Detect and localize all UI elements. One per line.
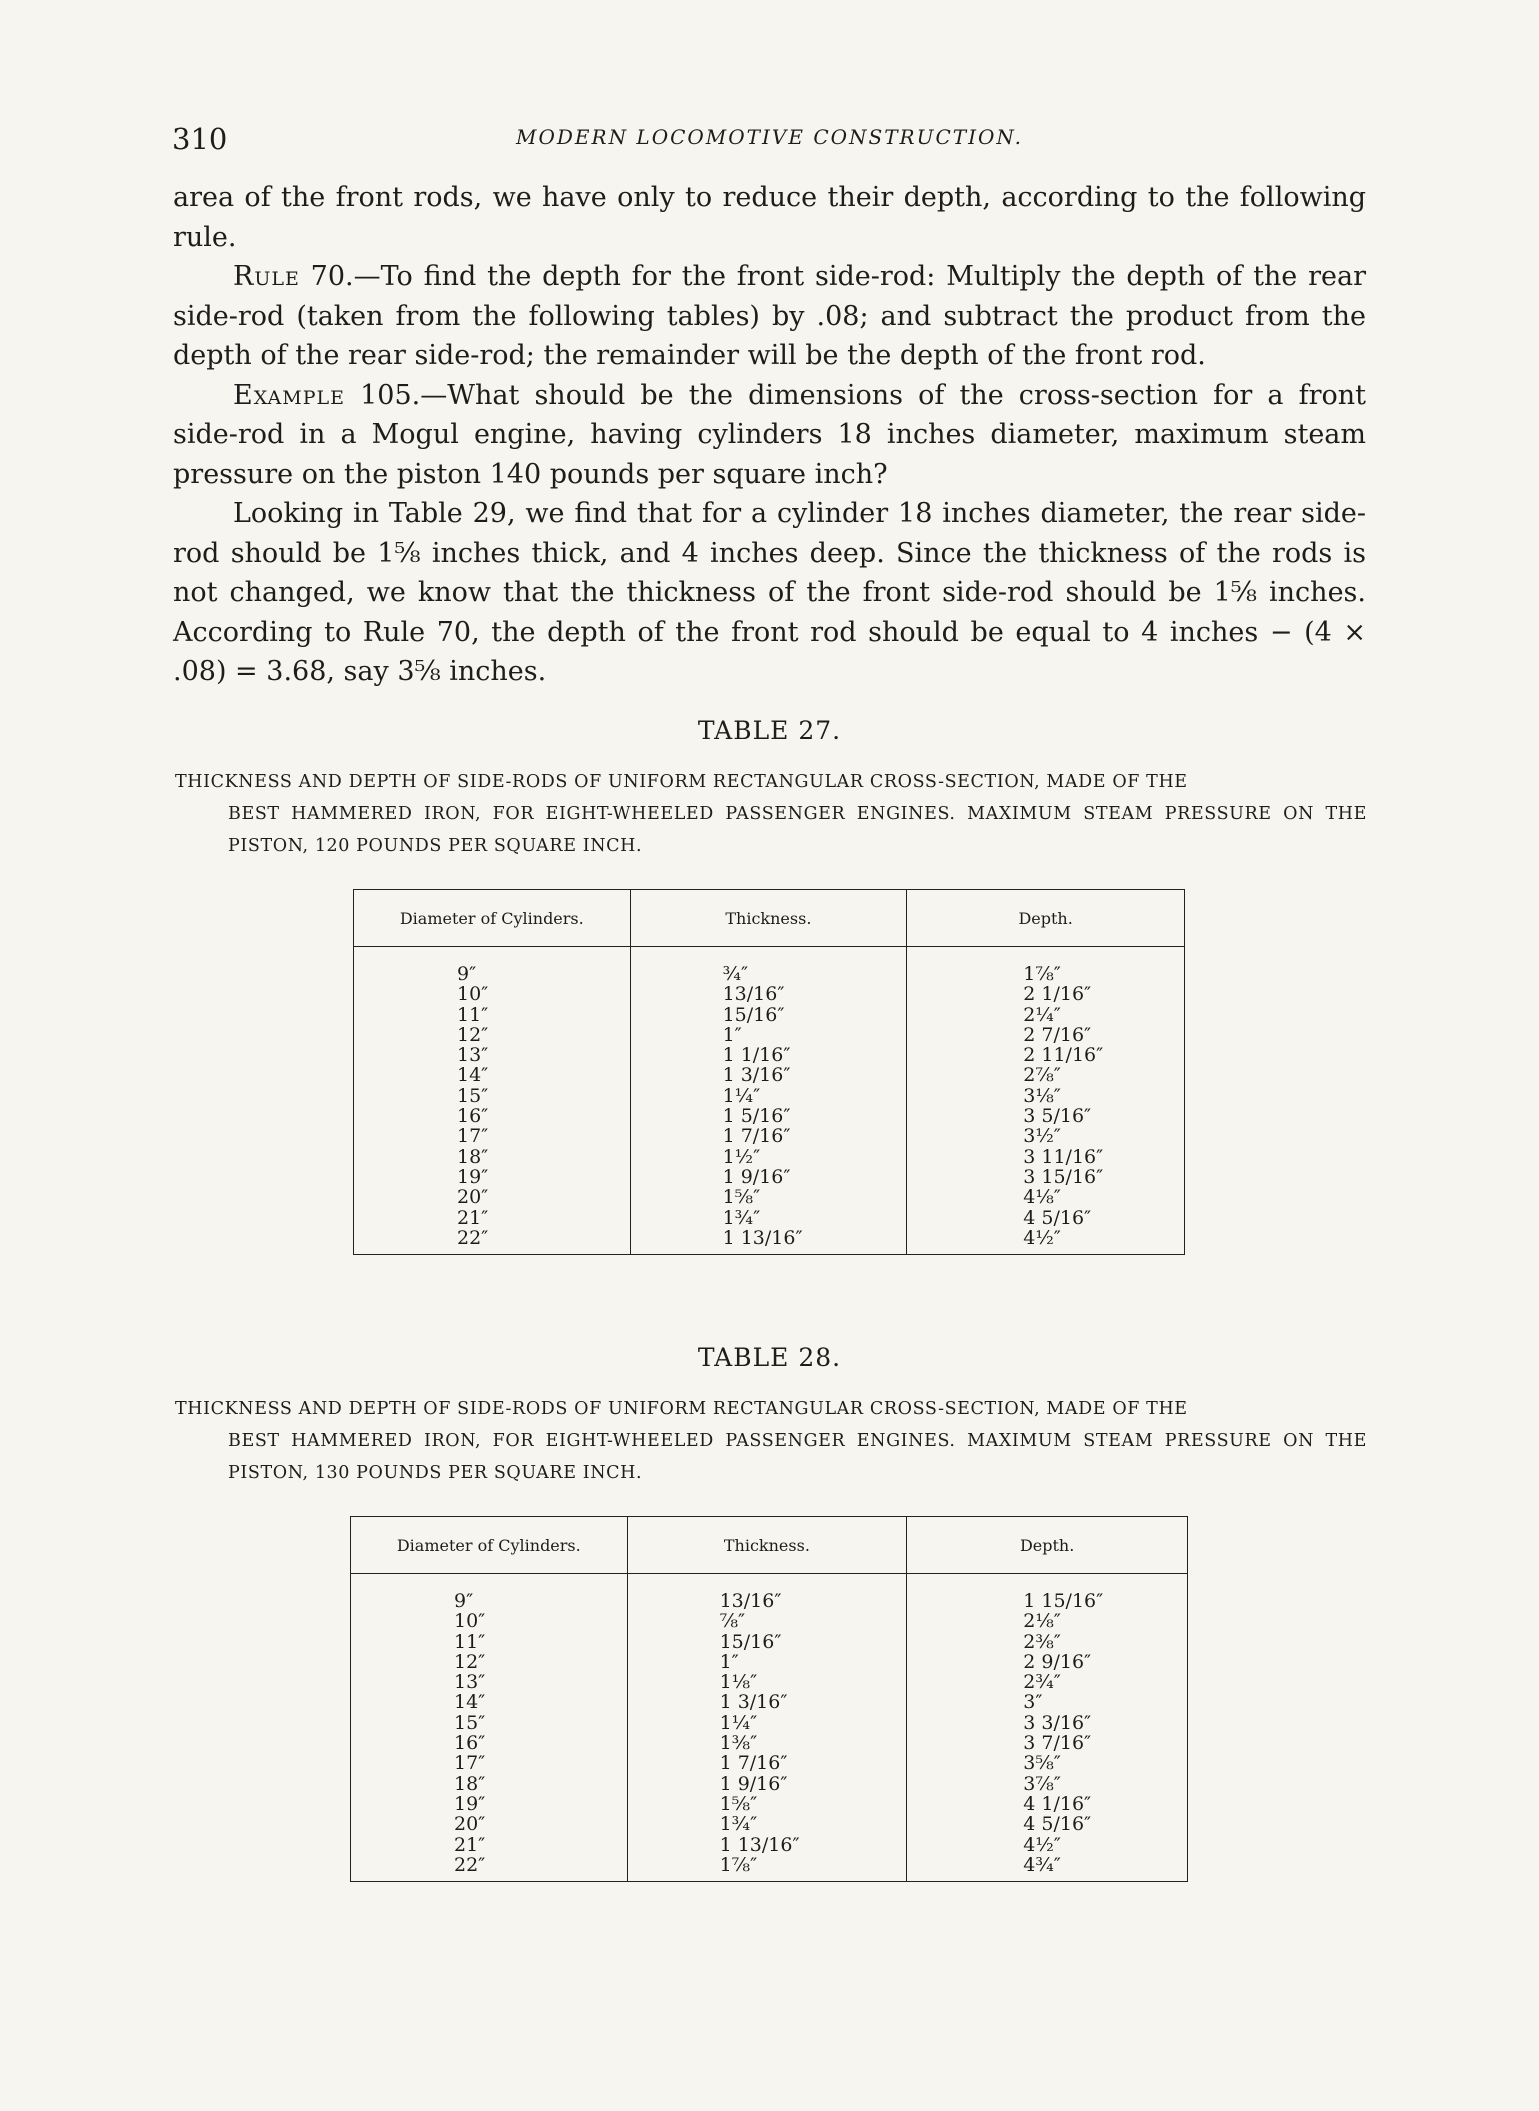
table-28 xyxy=(350,1516,1188,1882)
table-28-title: TABLE 28. xyxy=(697,1343,842,1372)
table-cell: 2⅛″ xyxy=(1023,1610,1061,1633)
table-cell: 12″ xyxy=(457,1023,489,1046)
table-cell: 12″ xyxy=(454,1650,486,1673)
table-cell: 1½″ xyxy=(722,1145,761,1168)
example-text: 105.—What should be the dimensions of the cross-section for a front side-rod in a Mogul engine, having cylinders 18 inches diameter, maximum steam pressure on the piston 140 pounds per square inch? xyxy=(173,379,1366,490)
table-cell: 1″ xyxy=(719,1650,739,1673)
table-cell: 15/16″ xyxy=(719,1630,782,1653)
table-28-diameter-column xyxy=(351,1574,627,1881)
table-cell: 22″ xyxy=(454,1853,486,1876)
table-cell: 13″ xyxy=(454,1671,486,1694)
table-cell: 1″ xyxy=(722,1023,742,1046)
table-cell: 2⅞″ xyxy=(1023,1064,1061,1087)
running-title: MODERN LOCOMOTIVE CONSTRUCTION. xyxy=(516,125,1023,149)
table-cell: 4½″ xyxy=(1023,1226,1061,1249)
table-cell: 2⅜″ xyxy=(1023,1630,1061,1653)
paragraph-rule-70 xyxy=(173,257,1366,376)
table-cell: 1 5/16″ xyxy=(722,1105,791,1128)
table-cell: 15″ xyxy=(454,1711,486,1734)
table-cell: 1⅞″ xyxy=(1023,963,1061,985)
table-27-caption-rest: BEST HAMMERED IRON, FOR EIGHT-WHEELED PASSENGER ENGINES. MAXIMUM STEAM PRESSURE ON THE PISTON, 120 POUNDS PER SQUARE INCH. xyxy=(228,804,1367,856)
table-cell: 1 7/16″ xyxy=(719,1752,788,1775)
rule-lead: Rule xyxy=(233,261,300,292)
table-cell: 1⅜″ xyxy=(719,1732,758,1755)
table-cell: 3⅝″ xyxy=(1023,1752,1061,1775)
table-cell: 16″ xyxy=(454,1732,486,1755)
table-cell: 2 1/16″ xyxy=(1023,983,1092,1006)
table-cell: 4 5/16″ xyxy=(1023,1206,1092,1229)
table-cell: ⅞″ xyxy=(719,1610,746,1633)
table-cell: 15″ xyxy=(457,1084,489,1107)
table-cell: 3 11/16″ xyxy=(1023,1145,1104,1168)
table-cell: 1 3/16″ xyxy=(719,1691,788,1714)
rule-text: 70.—To find the depth for the front side-rod: Multiply the depth of the rear side-rod (taken from the following tables) by .08; and subtract the product from the depth of the rear side-rod; the remainder will be the depth of the front rod. xyxy=(173,261,1366,371)
table-27-header-diameter: Diameter of Cylinders. xyxy=(354,890,631,947)
table-cell: 1 3/16″ xyxy=(722,1064,791,1087)
paragraph-example-105 xyxy=(173,376,1366,495)
table-27-title: TABLE 27. xyxy=(697,716,842,745)
table-27-diameter-column xyxy=(354,947,630,1254)
table-cell: 3 7/16″ xyxy=(1023,1732,1092,1755)
table-cell: 17″ xyxy=(454,1752,486,1775)
paragraph-1: area of the front rods, we have only to reduce their depth, according to the following rule. xyxy=(173,182,1366,253)
table-cell: ¾″ xyxy=(722,963,749,985)
table-cell: 20″ xyxy=(457,1186,489,1209)
table-cell: 20″ xyxy=(454,1813,486,1836)
body-text xyxy=(173,178,1366,692)
table-cell: 18″ xyxy=(457,1145,489,1168)
table-28-caption-first: THICKNESS AND DEPTH OF SIDE-RODS OF UNIFORM RECTANGULAR CROSS-SECTION, MADE OF THE xyxy=(175,1399,1188,1419)
table-cell: 1¼″ xyxy=(719,1711,758,1734)
table-cell: 18″ xyxy=(454,1772,486,1795)
table-cell: 13/16″ xyxy=(719,1590,782,1612)
table-cell: 1¼″ xyxy=(722,1084,761,1107)
table-cell: 3½″ xyxy=(1023,1125,1061,1148)
table-cell: 4⅛″ xyxy=(1023,1186,1061,1209)
table-cell: 3⅛″ xyxy=(1023,1084,1061,1107)
table-cell: 10″ xyxy=(457,983,489,1006)
table-cell: 21″ xyxy=(457,1206,489,1229)
table-cell: 4½″ xyxy=(1023,1833,1061,1856)
table-cell: 1⅝″ xyxy=(719,1792,758,1815)
table-cell: 22″ xyxy=(457,1226,489,1249)
table-28-header-depth: Depth. xyxy=(907,1517,1188,1574)
example-lead: Example xyxy=(233,379,346,411)
table-cell: 1⅛″ xyxy=(719,1671,758,1694)
table-cell: 13/16″ xyxy=(722,983,785,1006)
table-cell: 3⅞″ xyxy=(1023,1772,1061,1795)
table-28-depth-column xyxy=(907,1574,1187,1881)
table-cell: 21″ xyxy=(454,1833,486,1856)
table-cell: 3 3/16″ xyxy=(1023,1711,1092,1734)
table-cell: 19″ xyxy=(454,1792,486,1815)
table-cell: 15/16″ xyxy=(722,1003,785,1026)
page-number: 310 xyxy=(172,122,228,156)
table-cell: 2 11/16″ xyxy=(1023,1044,1104,1067)
table-cell: 1⅞″ xyxy=(719,1853,758,1876)
table-cell: 9″ xyxy=(457,963,477,985)
table-cell: 1 13/16″ xyxy=(722,1226,803,1249)
table-27-caption xyxy=(175,766,1367,862)
table-cell: 1 9/16″ xyxy=(722,1165,791,1188)
table-28-header-diameter: Diameter of Cylinders. xyxy=(351,1517,628,1574)
table-cell: 2 7/16″ xyxy=(1023,1023,1092,1046)
table-cell: 2¾″ xyxy=(1023,1671,1061,1694)
table-cell: 16″ xyxy=(457,1105,489,1128)
table-cell: 10″ xyxy=(454,1610,486,1633)
table-28-thickness-column xyxy=(628,1574,907,1881)
table-cell: 1¾″ xyxy=(722,1206,761,1229)
table-28-caption xyxy=(175,1393,1367,1489)
table-cell: 19″ xyxy=(457,1165,489,1188)
table-cell: 14″ xyxy=(454,1691,486,1714)
table-cell: 2¼″ xyxy=(1023,1003,1061,1026)
table-27-thickness-column xyxy=(631,947,907,1254)
table-cell: 3″ xyxy=(1023,1691,1043,1714)
table-cell: 9″ xyxy=(454,1590,474,1612)
paragraph-4: Looking in Table 29, we find that for a cylinder 18 inches diameter, the rear side-rod should be 1⅝ inches thick, and 4 inches deep. Since the thickness of the rods is not changed, we know that the thickness of the front side-rod should be 1⅝ inches. According to Rule 70, the depth of the front rod should be equal to 4 inches − (4 × .08) = 3.68, say 3⅝ inches. xyxy=(173,498,1366,687)
table-cell: 14″ xyxy=(457,1064,489,1087)
table-27 xyxy=(353,889,1185,1255)
table-cell: 2 9/16″ xyxy=(1023,1650,1092,1673)
table-28-caption-rest: BEST HAMMERED IRON, FOR EIGHT-WHEELED PASSENGER ENGINES. MAXIMUM STEAM PRESSURE ON THE PISTON, 130 POUNDS PER SQUARE INCH. xyxy=(228,1431,1367,1483)
table-cell: 1⅝″ xyxy=(722,1186,761,1209)
table-cell: 1 15/16″ xyxy=(1023,1590,1104,1612)
table-cell: 1 7/16″ xyxy=(722,1125,791,1148)
table-cell: 17″ xyxy=(457,1125,489,1148)
table-cell: 4¾″ xyxy=(1023,1853,1061,1876)
table-27-header-depth: Depth. xyxy=(907,890,1185,947)
table-27-header-thickness: Thickness. xyxy=(630,890,907,947)
table-28-header-thickness: Thickness. xyxy=(627,1517,907,1574)
table-cell: 4 1/16″ xyxy=(1023,1792,1092,1815)
table-cell: 1 1/16″ xyxy=(722,1044,791,1067)
table-cell: 3 15/16″ xyxy=(1023,1165,1104,1188)
table-cell: 11″ xyxy=(457,1003,489,1026)
table-cell: 1 13/16″ xyxy=(719,1833,800,1856)
table-cell: 11″ xyxy=(454,1630,486,1653)
table-cell: 13″ xyxy=(457,1044,489,1067)
table-cell: 4 5/16″ xyxy=(1023,1813,1092,1836)
table-cell: 3 5/16″ xyxy=(1023,1105,1092,1128)
table-cell: 1¾″ xyxy=(719,1813,758,1836)
table-27-depth-column xyxy=(907,947,1184,1254)
table-27-caption-first: THICKNESS AND DEPTH OF SIDE-RODS OF UNIFORM RECTANGULAR CROSS-SECTION, MADE OF THE xyxy=(175,772,1188,792)
table-cell: 1 9/16″ xyxy=(719,1772,788,1795)
